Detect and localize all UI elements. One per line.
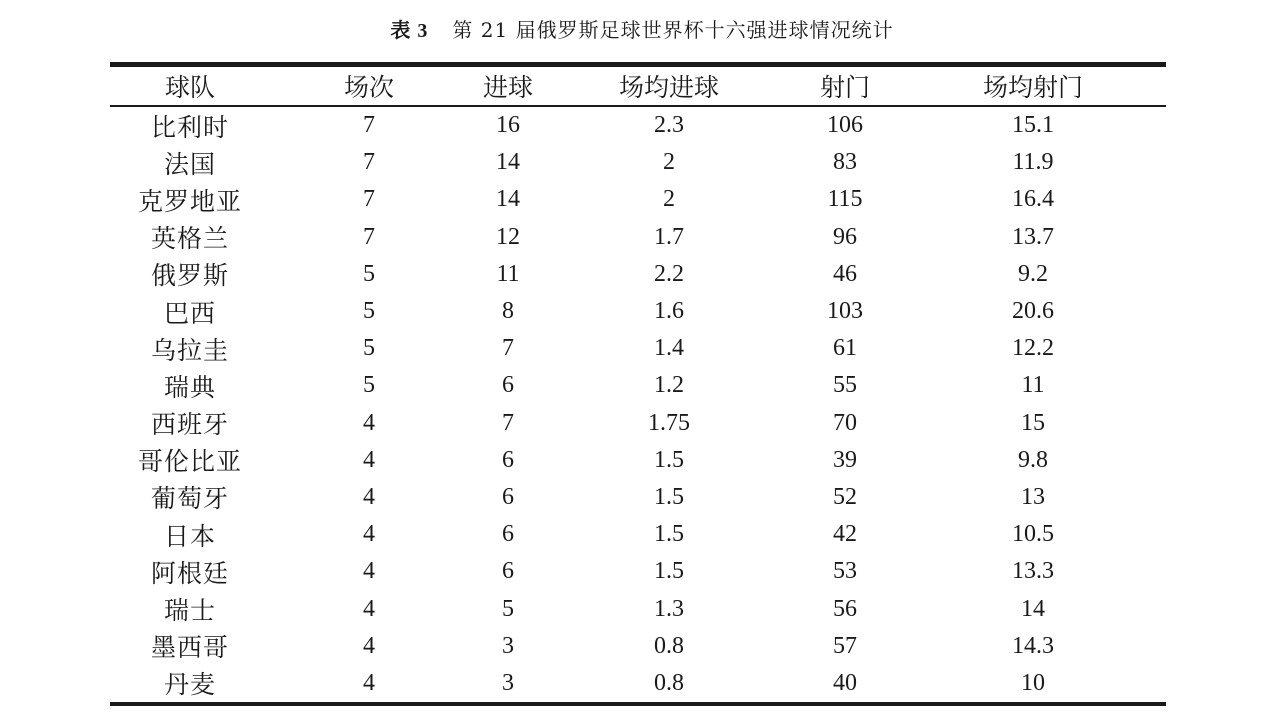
- shots-per-match-cell: 11.9: [1012, 149, 1054, 176]
- team-cell: 俄罗斯: [150, 261, 229, 291]
- matches-cell: 7: [363, 223, 375, 250]
- shots-cell: 115: [827, 186, 863, 213]
- matches-cell: 7: [363, 186, 375, 213]
- team-cell: 墨西哥: [150, 633, 229, 663]
- goals-cell: 11: [496, 260, 520, 287]
- goals-cell: 7: [502, 409, 514, 436]
- shots-per-match-cell: 13.3: [1012, 558, 1054, 585]
- table-row: [110, 293, 1166, 330]
- shots-per-match-cell: 15.1: [1012, 112, 1054, 139]
- matches-cell: 4: [363, 521, 375, 548]
- shots-cell: 39: [833, 446, 857, 473]
- shots-cell: 42: [833, 521, 857, 548]
- shots-per-match-cell: 11: [1021, 372, 1045, 399]
- shots-per-match-cell: 15: [1021, 409, 1045, 436]
- shots-cell: 103: [827, 298, 863, 325]
- goals-per-match-cell: 1.5: [654, 446, 684, 473]
- shots-per-match-cell: 20.6: [1012, 298, 1054, 325]
- table-row: [110, 479, 1166, 516]
- table-caption: [0, 14, 1284, 47]
- matches-cell: 4: [363, 632, 375, 659]
- matches-cell: 4: [363, 446, 375, 473]
- goals-per-match-cell: 1.4: [654, 335, 684, 362]
- goals-per-match-cell: 1.3: [654, 595, 684, 622]
- table-row: [110, 219, 1166, 256]
- table-row: [110, 442, 1166, 479]
- goals-cell: 14: [496, 186, 520, 213]
- team-cell: 瑞士: [163, 596, 216, 626]
- matches-cell: 4: [363, 669, 375, 696]
- shots-cell: 53: [833, 558, 857, 585]
- shots-per-match-cell: 10.5: [1012, 521, 1054, 548]
- shots-per-match-cell: 9.8: [1018, 446, 1048, 473]
- goals-per-match-cell: 1.7: [654, 223, 684, 250]
- team-cell: 乌拉圭: [150, 335, 229, 365]
- shots-cell: 52: [833, 483, 857, 510]
- table-row: [110, 144, 1166, 181]
- shots-per-match-cell: 14.3: [1012, 632, 1054, 659]
- goals-per-match-cell: 2: [663, 149, 675, 176]
- goals-cell: 6: [502, 521, 514, 548]
- header-goals: 进球: [482, 73, 533, 102]
- goals-cell: 3: [502, 669, 514, 696]
- goals-per-match-cell: 0.8: [654, 632, 684, 659]
- shots-cell: 55: [833, 372, 857, 399]
- matches-cell: 5: [363, 372, 375, 399]
- goals-cell: 14: [496, 149, 520, 176]
- table-title: 第 21 届俄罗斯足球世界杯十六强进球情况统计: [452, 18, 894, 42]
- goals-cell: 6: [502, 558, 514, 585]
- shots-per-match-cell: 16.4: [1012, 186, 1054, 213]
- goals-per-match-cell: 2.2: [654, 260, 684, 287]
- header-shots: 射门: [819, 73, 870, 102]
- table-row: [110, 553, 1166, 590]
- goals-cell: 6: [502, 446, 514, 473]
- shots-per-match-cell: 13.7: [1012, 223, 1054, 250]
- shots-cell: 96: [833, 223, 857, 250]
- shots-cell: 40: [833, 669, 857, 696]
- table-row: [110, 367, 1166, 404]
- goals-cell: 3: [502, 632, 514, 659]
- shots-per-match-cell: 9.2: [1018, 260, 1048, 287]
- team-cell: 巴西: [163, 298, 216, 328]
- matches-cell: 4: [363, 483, 375, 510]
- matches-cell: 5: [363, 335, 375, 362]
- shots-cell: 46: [833, 260, 857, 287]
- goals-per-match-cell: 1.2: [654, 372, 684, 399]
- goals-cell: 12: [496, 223, 520, 250]
- team-cell: 比利时: [150, 112, 229, 142]
- goals-per-match-cell: 0.8: [654, 669, 684, 696]
- header-team: 球队: [164, 73, 215, 102]
- shots-per-match-cell: 12.2: [1012, 335, 1054, 362]
- goals-per-match-cell: 1.5: [654, 558, 684, 585]
- team-cell: 葡萄牙: [150, 484, 229, 514]
- table-row: [110, 405, 1166, 442]
- goals-cell: 16: [496, 112, 520, 139]
- team-cell: 英格兰: [150, 224, 229, 254]
- matches-cell: 7: [363, 149, 375, 176]
- team-cell: 克罗地亚: [137, 186, 242, 216]
- header-shots-per-match: 场均射门: [982, 73, 1083, 102]
- team-cell: 阿根廷: [150, 558, 229, 588]
- goals-per-match-cell: 1.5: [654, 521, 684, 548]
- stats-table: [110, 62, 1166, 706]
- goals-per-match-cell: 2: [663, 186, 675, 213]
- table-row: [110, 665, 1166, 704]
- team-cell: 法国: [163, 149, 216, 179]
- team-cell: 西班牙: [150, 410, 229, 440]
- goals-per-match-cell: 2.3: [654, 112, 684, 139]
- team-cell: 哥伦比亚: [137, 447, 242, 477]
- table-number: 表 3: [390, 20, 429, 42]
- matches-cell: 5: [363, 260, 375, 287]
- matches-cell: 4: [363, 409, 375, 436]
- shots-per-match-cell: 13: [1021, 483, 1045, 510]
- header-goals-per-match: 场均进球: [618, 73, 719, 102]
- table-body: [110, 106, 1166, 704]
- team-cell: 日本: [163, 521, 216, 551]
- matches-cell: 5: [363, 298, 375, 325]
- goals-cell: 8: [502, 298, 514, 325]
- header-matches: 场次: [343, 73, 394, 102]
- shots-cell: 106: [827, 112, 863, 139]
- shots-cell: 57: [833, 632, 857, 659]
- goals-cell: 6: [502, 483, 514, 510]
- goals-cell: 6: [502, 372, 514, 399]
- matches-cell: 4: [363, 595, 375, 622]
- table-row: [110, 516, 1166, 553]
- team-cell: 瑞典: [163, 372, 216, 402]
- goals-cell: 5: [502, 595, 514, 622]
- shots-cell: 56: [833, 595, 857, 622]
- goals-per-match-cell: 1.6: [654, 298, 684, 325]
- table-row: [110, 330, 1166, 367]
- matches-cell: 7: [363, 112, 375, 139]
- table-row: [110, 628, 1166, 665]
- table-row: [110, 256, 1166, 293]
- goals-per-match-cell: 1.5: [654, 483, 684, 510]
- goals-per-match-cell: 1.75: [648, 409, 690, 436]
- matches-cell: 4: [363, 558, 375, 585]
- team-cell: 丹麦: [163, 670, 216, 700]
- goals-cell: 7: [502, 335, 514, 362]
- table-row: [110, 181, 1166, 218]
- table-row: [110, 106, 1166, 144]
- shots-cell: 83: [833, 149, 857, 176]
- table-row: [110, 590, 1166, 627]
- shots-per-match-cell: 10: [1021, 669, 1045, 696]
- shots-per-match-cell: 14: [1021, 595, 1045, 622]
- shots-cell: 70: [833, 409, 857, 436]
- header-row: [110, 65, 1166, 107]
- shots-cell: 61: [833, 335, 857, 362]
